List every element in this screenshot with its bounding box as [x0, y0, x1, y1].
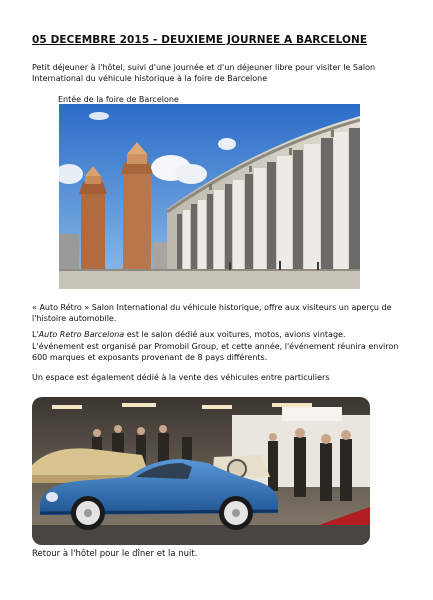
document-title: 05 DECEMBRE 2015 - DEUXIEME JOURNEE A BARCELONE [32, 34, 368, 46]
fair-entrance-photo [59, 104, 360, 289]
paragraph-salon-name: Auto Retro Barcelona [38, 330, 125, 339]
paragraph-salon-prefix: L' [32, 330, 39, 339]
closing-line: Retour à l'hôtel pour le dîner et la nuit. [32, 549, 198, 559]
paragraph-salon [32, 329, 402, 340]
intro-paragraph: Petit déjeuner à l'hôtel, suivi d'une journée et d'un déjeuner libre pour visiter le Salon International du véhicule historique à la foire de Barcelone [32, 63, 376, 83]
photo1-caption: Entée de la foire de Barcelone [58, 95, 179, 104]
paragraph-auto-retro: « Auto Rétro » Salon International du véhicule historique, offre aux visiteurs un aperçu de l'histoire automobile. [32, 303, 392, 323]
classic-cars-photo [32, 397, 370, 545]
paragraph-salon-suffix: est le salon dédié aux voitures, motos, avions vintage. [124, 330, 346, 339]
paragraph-sales: Un espace est également dédié à la vente des véhicules entre particuliers [32, 373, 330, 382]
paragraph-event: L'événement est organisé par Promobil Group, et cette année, l'événement réunira environ 600 marques et exposants provenant de 8 pays différents. [32, 342, 399, 362]
